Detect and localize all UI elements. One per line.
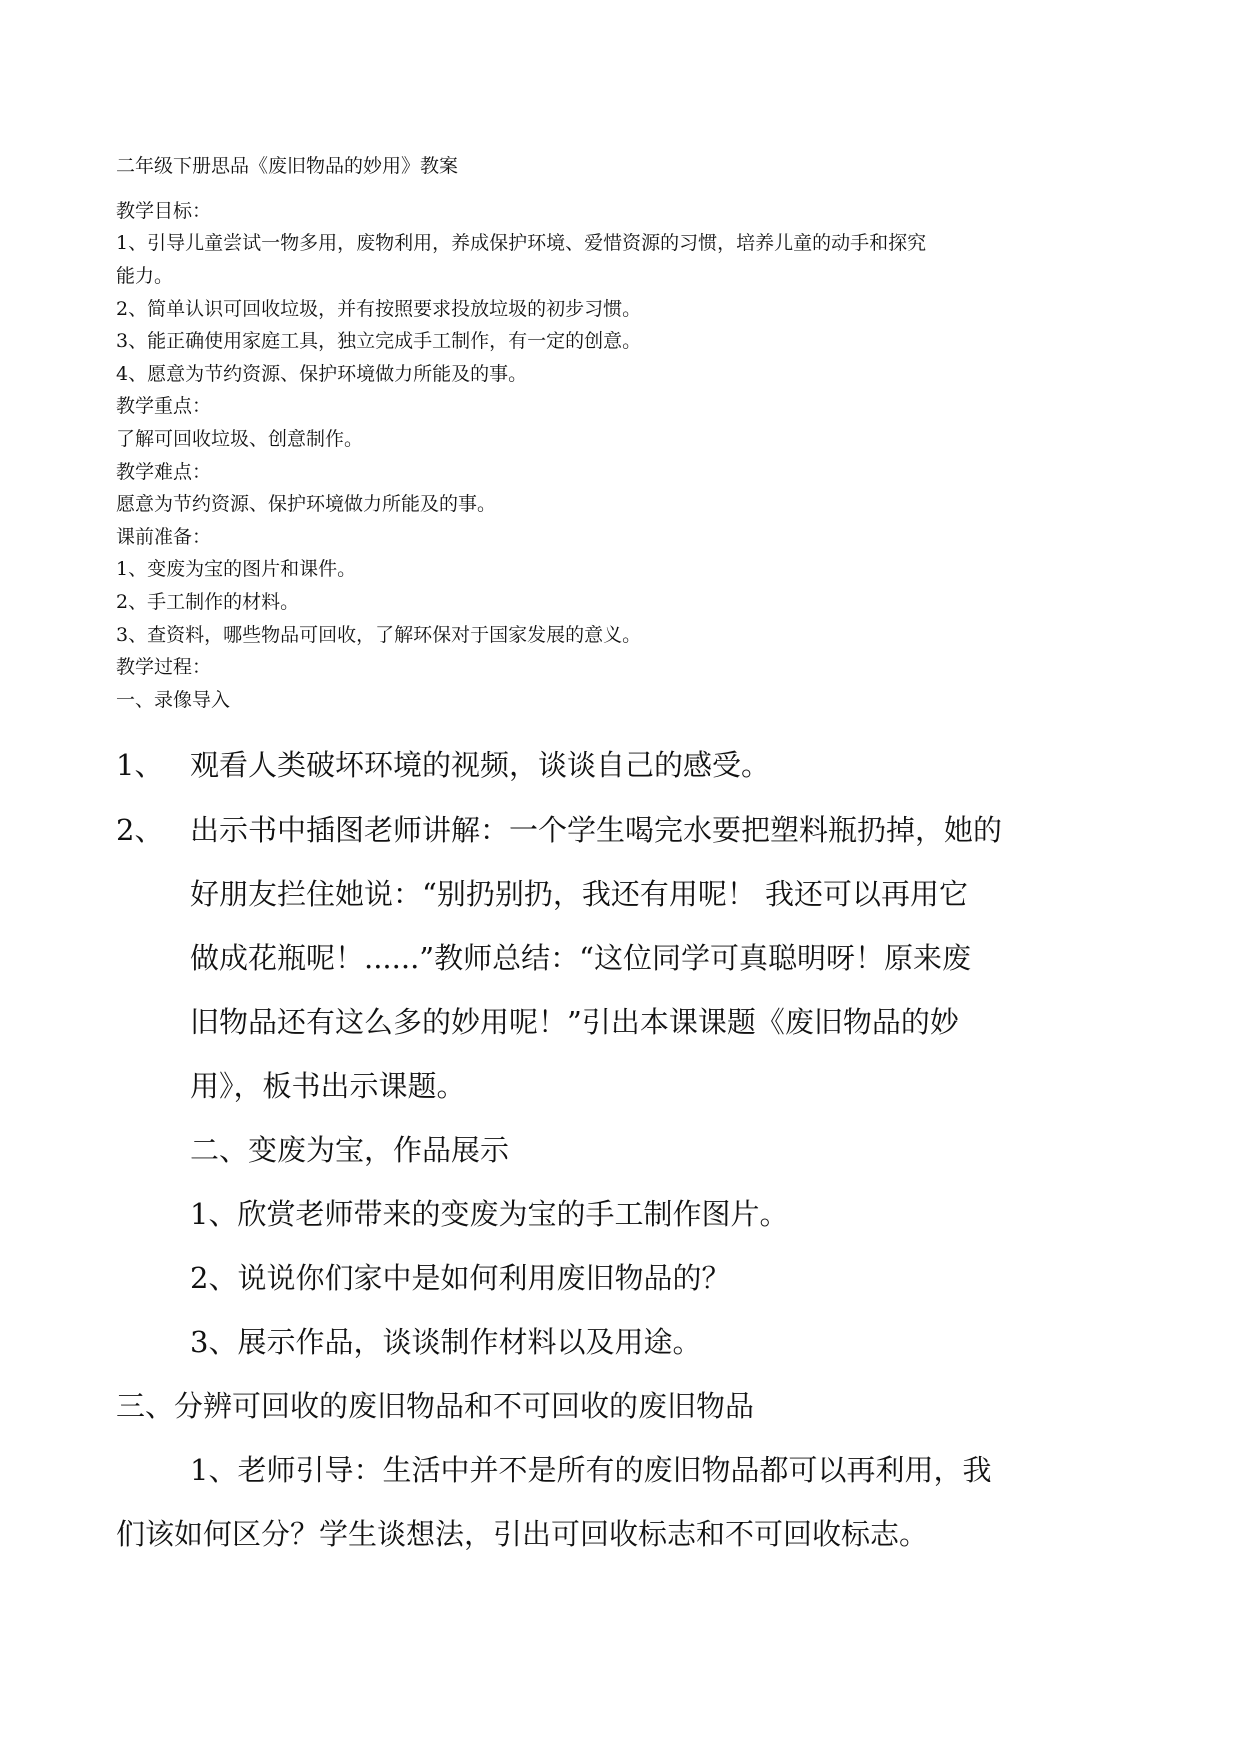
section1-item-number: 2、 [116,813,164,847]
objective-line: 1、引导儿童尝试一物多用，废物利用，养成保护环境、爱惜资源的习惯，培养儿童的动手和探究 [116,232,927,254]
objective-line: 3、能正确使用家庭工具，独立完成手工制作，有一定的创意。 [116,330,642,352]
section1-item-line: 好朋友拦住她说：“别扔别扔，我还有用呢！ 我还可以再用它 [190,877,969,911]
objective-line: 4、愿意为节约资源、保护环境做力所能及的事。 [116,363,528,385]
preparation-heading: 课前准备： [116,526,212,548]
section1-item-line: 用》，板书出示课题。 [190,1069,466,1103]
section3-heading: 三、分辨可回收的废旧物品和不可回收的废旧物品 [116,1389,755,1423]
objective-line: 能力。 [116,265,174,287]
section1-item-line: 出示书中插图老师讲解：一个学生喝完水要把塑料瓶扔掉，她的 [190,813,1003,847]
section2-item: 1、欣赏老师带来的变废为宝的手工制作图片。 [190,1197,789,1231]
section2-heading: 二、变废为宝，作品展示 [190,1133,510,1167]
section2-item: 3、展示作品，谈谈制作材料以及用途。 [190,1325,702,1359]
section3-paragraph-line: 1、老师引导：生活中并不是所有的废旧物品都可以再利用，我 [190,1453,992,1487]
difficulties-heading: 教学难点： [116,461,212,483]
document-title: 二年级下册思品《废旧物品的妙用》教案 [116,155,459,177]
preparation-item: 1、变废为宝的图片和课件。 [116,558,357,580]
section1-item-line: 观看人类破坏环境的视频，谈谈自己的感受。 [190,748,771,782]
section1-item-number: 1、 [116,748,164,782]
difficulties-text: 愿意为节约资源、保护环境做力所能及的事。 [116,493,497,515]
preparation-item: 3、查资料，哪些物品可回收，了解环保对于国家发展的意义。 [116,624,642,646]
section3-paragraph-line: 们该如何区分？学生谈想法，引出可回收标志和不可回收标志。 [116,1517,929,1551]
section2-item: 2、说说你们家中是如何利用废旧物品的？ [190,1261,731,1295]
preparation-item: 2、手工制作的材料。 [116,591,300,613]
section1-heading: 一、录像导入 [116,689,231,711]
section1-item-line: 旧物品还有这么多的妙用呢！”引出本课课题《废旧物品的妙 [190,1005,959,1039]
process-heading: 教学过程： [116,656,212,678]
key-points-heading: 教学重点： [116,395,212,417]
objective-line: 2、简单认识可回收垃圾，并有按照要求投放垃圾的初步习惯。 [116,298,642,320]
key-points-text: 了解可回收垃圾、创意制作。 [116,428,364,450]
objectives-heading: 教学目标： [116,200,212,222]
section1-item-line: 做成花瓶呢！......”教师总结：“这位同学可真聪明呀！原来废 [190,941,971,975]
